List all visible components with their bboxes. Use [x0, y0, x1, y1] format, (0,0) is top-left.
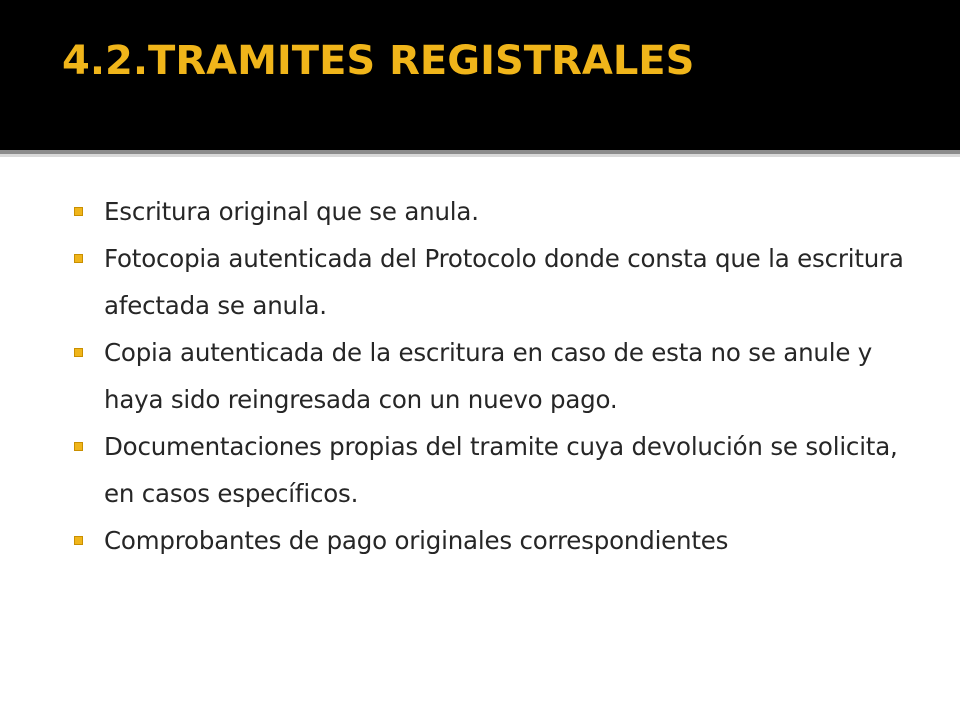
bullet-list [74, 188, 934, 564]
bullet-text: Fotocopia autenticada del Protocolo donde consta que la escritura afectada se anula. [104, 244, 904, 320]
square-bullet-icon [74, 207, 83, 216]
square-bullet-icon [74, 348, 83, 357]
bullet-text: Documentaciones propias del tramite cuya devolución se solicita, en casos específicos. [104, 432, 898, 508]
title-band [0, 0, 960, 150]
title-divider-shadow [0, 154, 960, 157]
slide-title: 4.2.TRAMITES REGISTRALES [62, 38, 695, 84]
bullet-item [74, 329, 934, 423]
bullet-text: Comprobantes de pago originales correspondientes [104, 526, 729, 555]
bullet-item [74, 188, 934, 235]
bullet-text: Copia autenticada de la escritura en caso de esta no se anule y haya sido reingresada con un nuevo pago. [104, 338, 873, 414]
bullet-item [74, 423, 934, 517]
bullet-item [74, 517, 934, 564]
square-bullet-icon [74, 536, 83, 545]
bullet-item [74, 235, 934, 329]
bullet-text: Escritura original que se anula. [104, 197, 479, 226]
square-bullet-icon [74, 254, 83, 263]
square-bullet-icon [74, 442, 83, 451]
